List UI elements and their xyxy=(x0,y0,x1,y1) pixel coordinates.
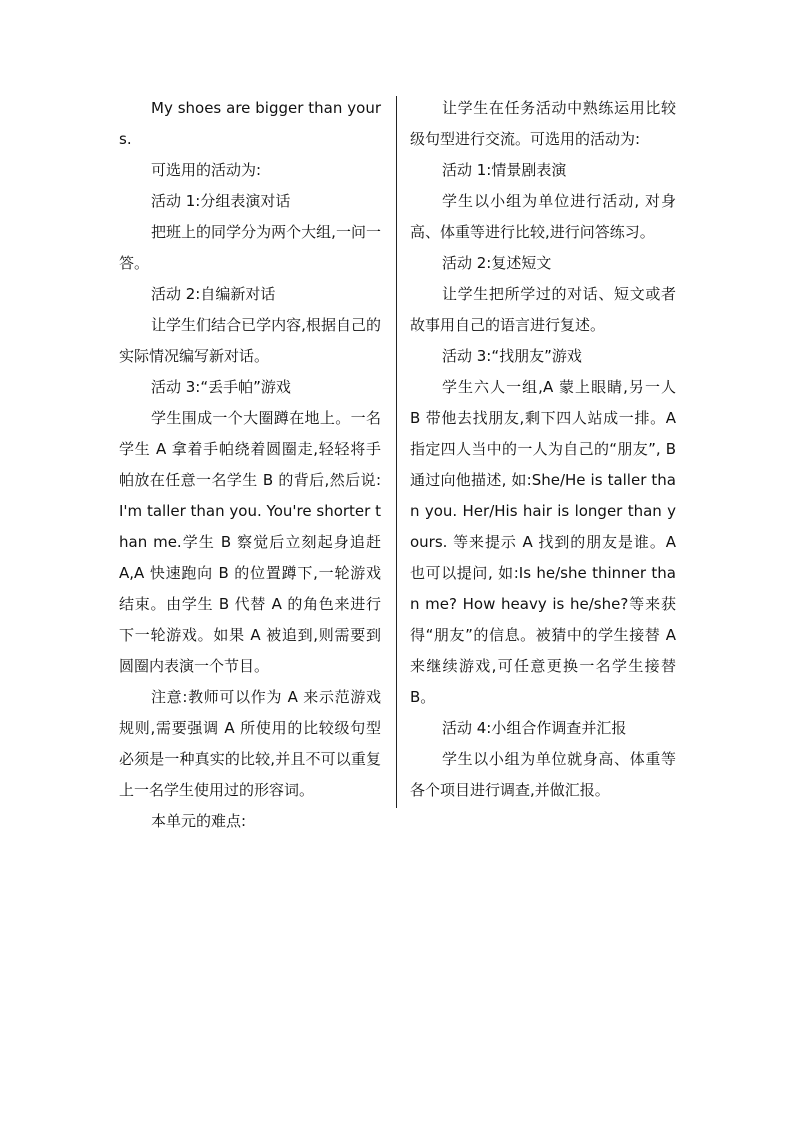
paragraph-example-sentence: My shoes are bigger than yours. xyxy=(119,99,381,148)
column-divider xyxy=(396,96,397,808)
paragraph-right-activity-3: 学生六人一组,A 蒙上眼睛,另一人 B 带他去找朋友,剩下四人站成一排。A 指定四人当中的一人为自己的“朋友”, B 通过向他描述, 如:She/He is taller than you. Her/His hair is longer than yours. 等来提示 A 找到的朋友是谁。A 也可以提问, 如:Is he/she thinner than me? How heavy is he/she?等来获得“朋友”的信息。被猜中的学生接替 A 来继续游戏,可任意更换一名学生接替 B。 xyxy=(410,378,676,706)
heading-activity-3: 活动 3:“丢手帕”游戏 xyxy=(151,378,291,396)
right-column xyxy=(410,93,676,806)
left-column xyxy=(119,93,381,837)
paragraph-activities-intro: 可选用的活动为: xyxy=(151,161,262,179)
heading-right-activity-3: 活动 3:“找朋友”游戏 xyxy=(442,347,582,365)
paragraph-activity-2: 让学生们结合已学内容,根据自己的实际情况编写新对话。 xyxy=(119,316,381,365)
heading-right-activity-4: 活动 4:小组合作调查并汇报 xyxy=(442,719,627,737)
paragraph-difficulty-heading: 本单元的难点: xyxy=(151,812,247,830)
heading-right-activity-2: 活动 2:复述短文 xyxy=(442,254,552,272)
paragraph-difficulty-text: 让学生在任务活动中熟练运用比较级句型进行交流。可选用的活动为: xyxy=(410,99,676,148)
heading-right-activity-1: 活动 1:情景剧表演 xyxy=(442,161,567,179)
paragraph-activity-1: 把班上的同学分为两个大组,一问一答。 xyxy=(119,223,381,272)
paragraph-right-activity-2: 让学生把所学过的对话、短文或者故事用自己的语言进行复述。 xyxy=(410,285,676,334)
heading-activity-1: 活动 1:分组表演对话 xyxy=(151,192,291,210)
heading-activity-2: 活动 2:自编新对话 xyxy=(151,285,276,303)
paragraph-activity-3: 学生围成一个大圈蹲在地上。一名学生 A 拿着手帕绕着圆圈走,轻轻将手帕放在任意一名学生 B 的背后,然后说:I'm taller than you. You're shorter than me.学生 B 察觉后立刻起身追赶 A,A 快速跑向 B 的位置蹲下,一轮游戏结束。由学生 B 代替 A 的角色来进行下一轮游戏。如果 A 被追到,则需要到圆圈内表演一个节目。 xyxy=(119,409,381,675)
paragraph-right-activity-4: 学生以小组为单位就身高、体重等各个项目进行调查,并做汇报。 xyxy=(410,750,676,799)
paragraph-right-activity-1: 学生以小组为单位进行活动, 对身高、体重等进行比较,进行问答练习。 xyxy=(410,192,676,241)
paragraph-note: 注意:教师可以作为 A 来示范游戏规则,需要强调 A 所使用的比较级句型必须是一种真实的比较,并且不可以重复上一名学生使用过的形容词。 xyxy=(119,688,381,799)
